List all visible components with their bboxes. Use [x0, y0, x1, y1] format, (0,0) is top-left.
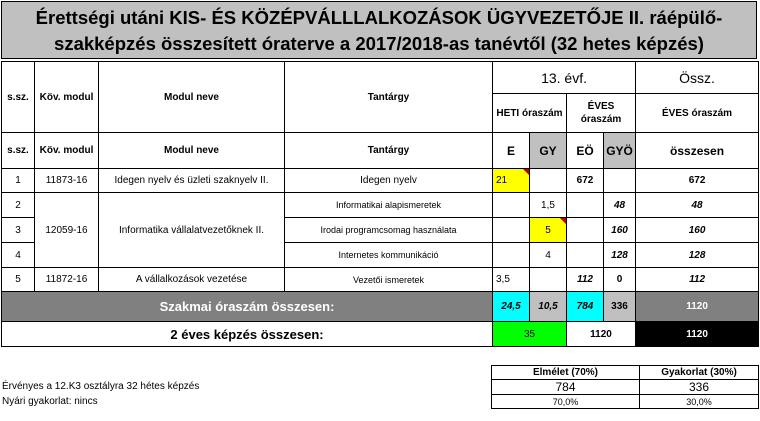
row-3-total: 160	[636, 218, 759, 243]
szakmai-label: Szakmai óraszám összesen:	[2, 292, 493, 322]
row-4-e	[493, 243, 530, 268]
header2-tantargy: Tantárgy	[285, 133, 493, 169]
szakmai-total: 1120	[636, 292, 759, 322]
title-line-2: szakképzés összesített óraterve a 2017/2018-as tanévtől (32 hetes képzés)	[54, 33, 704, 54]
ketves-total: 1120	[636, 322, 759, 347]
row-5-total: 112	[636, 268, 759, 292]
footer-note-1: Érvényes a 12.K3 osztályra 32 hétes képzés	[2, 381, 200, 392]
header-ossz-eves-oraszam: ÉVES óraszám	[636, 94, 759, 133]
row-3-gy: 5	[530, 218, 567, 243]
header-heti-oraszam: HETI óraszám	[493, 94, 567, 133]
footer-note-2: Nyári gyakorlat: nincs	[2, 396, 98, 407]
row-5-eo: 112	[567, 268, 604, 292]
summary-elmelet-value: 784	[492, 380, 640, 395]
row-4-tantargy: Internetes kommunikáció	[285, 243, 493, 268]
summary-gyakorlat-pct: 30,0%	[640, 395, 759, 409]
row-4-gy: 4	[530, 243, 567, 268]
row-3-tantargy: Irodai programcsomag használata	[285, 218, 493, 243]
row-2-tantargy: Informatikai alapismeretek	[285, 193, 493, 218]
summary-elmelet-label: Elmélet (70%)	[492, 366, 640, 380]
header2-kov-modul: Köv. modul	[35, 133, 99, 169]
row-1-total: 672	[636, 169, 759, 193]
header-ossz: Össz.	[636, 62, 759, 94]
header-e: E	[493, 133, 530, 169]
row-1-ssz: 1	[2, 169, 35, 193]
row-2-eo	[567, 193, 604, 218]
page-title	[1, 1, 757, 59]
row-1-gy	[530, 169, 567, 193]
row-4-ssz: 4	[2, 243, 35, 268]
header-gyo: GYÖ	[604, 133, 636, 169]
row-4-eo	[567, 243, 604, 268]
row-2-kov: 12059-16	[35, 193, 99, 268]
ketves-label: 2 éves képzés összesen:	[2, 322, 493, 347]
row-3-ssz: 3	[2, 218, 35, 243]
row-5-gyo: 0	[604, 268, 636, 292]
row-2-e	[493, 193, 530, 218]
row-1-tantargy: Idegen nyelv	[285, 169, 493, 193]
row-5-tantargy: Vezetői ismeretek	[285, 268, 493, 292]
row-3-gyo: 160	[604, 218, 636, 243]
szakmai-e: 24,5	[493, 292, 530, 322]
row-3-eo	[567, 218, 604, 243]
row-1-kov: 11873-16	[35, 169, 99, 193]
row-5-ssz: 5	[2, 268, 35, 292]
summary-gyakorlat-value: 336	[640, 380, 759, 395]
header-tantargy: Tantárgy	[285, 62, 493, 133]
row-4-total: 128	[636, 243, 759, 268]
header2-modul-neve: Modul neve	[99, 133, 285, 169]
szakmai-eo: 784	[567, 292, 604, 322]
row-5-kov: 11872-16	[35, 268, 99, 292]
row-5-modul: A vállalkozások vezetése	[99, 268, 285, 292]
row-5-e: 3,5	[493, 268, 530, 292]
summary-table	[491, 365, 759, 409]
summary-elmelet-pct: 70,0%	[492, 395, 640, 409]
row-2-ssz: 2	[2, 193, 35, 218]
row-4-gyo: 128	[604, 243, 636, 268]
row-1-modul: Idegen nyelv és üzleti szaknyelv II.	[99, 169, 285, 193]
ketves-eves: 1120	[567, 322, 636, 347]
row-5-gy	[530, 268, 567, 292]
row-1-gyo	[604, 169, 636, 193]
row-2-gy: 1,5	[530, 193, 567, 218]
szakmai-gyo: 336	[604, 292, 636, 322]
header-evfolyam: 13. évf.	[493, 62, 636, 94]
schedule-table	[1, 61, 759, 347]
header-ssz: s.sz.	[2, 62, 35, 133]
summary-gyakorlat-label: Gyakorlat (30%)	[640, 366, 759, 380]
row-1-e: 21	[493, 169, 530, 193]
szakmai-gy: 10,5	[530, 292, 567, 322]
row-1-eo: 672	[567, 169, 604, 193]
row-2-gyo: 48	[604, 193, 636, 218]
header2-ssz: s.sz.	[2, 133, 35, 169]
title-line-1: Érettségi utáni KIS- ÉS KÖZÉPVÁLLLALKOZÁSOK ÜGYVEZETŐJE II. ráépülő-	[35, 7, 723, 28]
header-kov-modul: Köv. modul	[35, 62, 99, 133]
header-osszesen: összesen	[636, 133, 759, 169]
header-eo: EÖ	[567, 133, 604, 169]
header-modul-neve: Modul neve	[99, 62, 285, 133]
row-3-e	[493, 218, 530, 243]
row-2-total: 48	[636, 193, 759, 218]
header-eves-oraszam: ÉVES óraszám	[567, 94, 636, 133]
ketves-heti: 35	[493, 322, 567, 347]
header-gy: GY	[530, 133, 567, 169]
row-2-modul: Informatika vállalatvezetőknek II.	[99, 193, 285, 268]
